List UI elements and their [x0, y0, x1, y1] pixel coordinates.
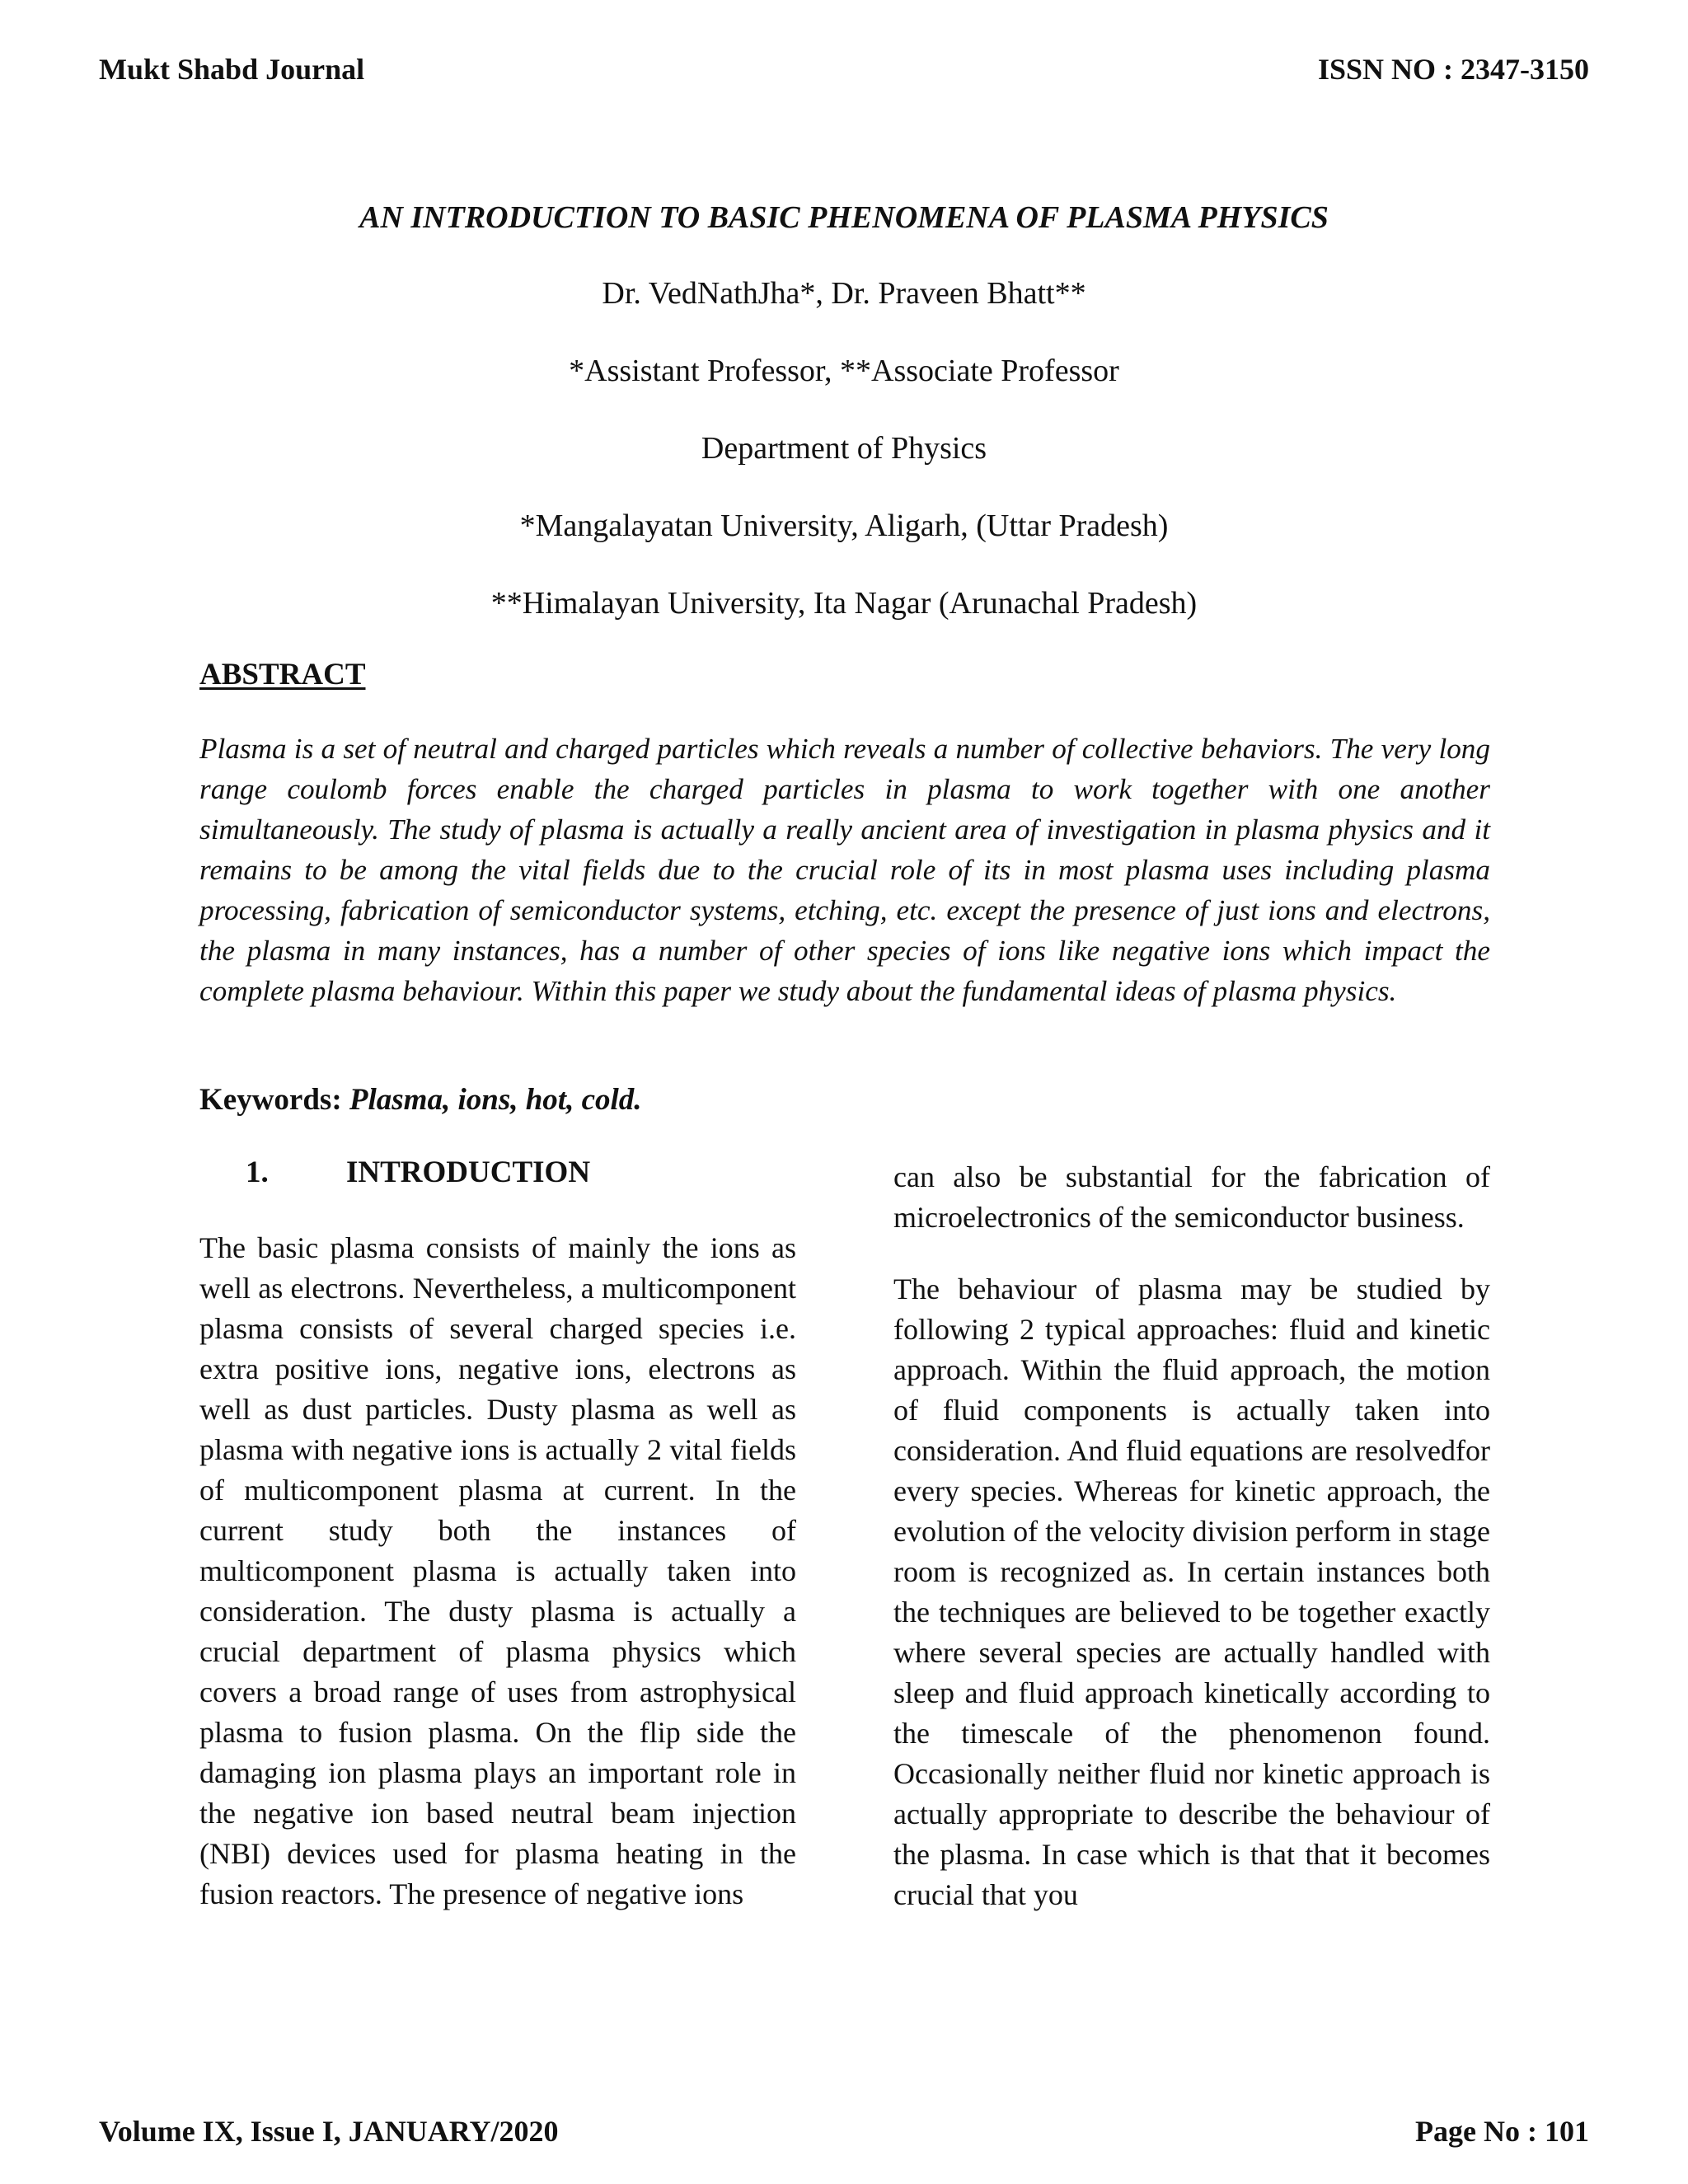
body-column-left: [199, 1228, 796, 1915]
intro-paragraph-2: The behaviour of plasma may be studied by following 2 typical approaches: fluid and kinetic approach. Within the fluid approach, the motion of fluid components is actually taken into consideration. And fluid equations are resolvedfor every species. Whereas for kinetic approach, the evolution of the velocity division perform in stage room is recognized as. In certain instances both the techniques are believed to be together exactly where several species are actually handled with sleep and fluid approach kinetically according to the timescale of the phenomenon found. Occasionally neither fluid nor kinetic approach is actually appropriate to describe the behaviour of the plasma. In case which is that that it becomes crucial that you: [893, 1272, 1490, 1911]
volume-issue: Volume IX, Issue I, JANUARY/2020: [99, 2115, 559, 2148]
abstract-body: [199, 729, 1490, 1011]
keywords-label: Keywords:: [199, 1083, 342, 1117]
affiliation-1: *Mangalayatan University, Aligarh, (Uttar Pradesh): [519, 509, 1169, 543]
affiliation-2: **Himalayan University, Ita Nagar (Arunachal Pradesh): [490, 586, 1198, 621]
section-number: 1.: [246, 1155, 269, 1189]
abstract-text: Plasma is a set of neutral and charged particles which reveals a number of collective behaviors. The very long range coulomb forces enable the charged particles in plasma to work together with one another simultaneously. The study of plasma is actually a really ancient area of investigation in plasma physics and it remains to be among the vital fields due to the crucial role of its in most plasma uses including plasma processing, fabrication of semiconductor systems, etching, etc. except the presence of just ions and electrons, the plasma in many instances, has a number of other species of ions like negative ions which impact the complete plasma behaviour. Within this paper we study about the fundamental ideas of plasma physics.: [199, 733, 1490, 1007]
issn-number: ISSN NO : 2347-3150: [1317, 53, 1589, 86]
keywords-values: Plasma, ions, hot, cold.: [349, 1083, 642, 1117]
department: Department of Physics: [701, 431, 987, 466]
page-number: Page No : 101: [1415, 2115, 1589, 2148]
intro-paragraph-1: The basic plasma consists of mainly the ions as well as electrons. Nevertheless, a multicomponent plasma consists of several charged species i.e. extra positive ions, negative ions, electrons as well as dust particles. Dusty plasma as well as plasma with negative ions is actually 2 vital fields of multicomponent plasma at current. In the current study both the instances of multicomponent plasma is actually taken into consideration. The dusty plasma is actually a crucial department of plasma physics which covers a broad range of uses from astrophysical plasma to fusion plasma. On the flip side the damaging ion plasma plays an important role in the negative ion based neutral beam injection (NBI) devices used for plasma heating in the fusion reactors. The presence of negative ions: [199, 1231, 796, 1910]
body-column-right-top: [893, 1157, 1490, 1238]
section-heading: [246, 1154, 590, 1192]
keywords: [199, 1081, 642, 1119]
paper-title: AN INTRODUCTION TO BASIC PHENOMENA OF PLASMA PHYSICS: [359, 200, 1329, 235]
body-column-right: [893, 1269, 1490, 1915]
intro-paragraph-1-continued: can also be substantial for the fabrication of microelectronics of the semiconductor business.: [893, 1160, 1490, 1234]
section-title: INTRODUCTION: [346, 1155, 591, 1189]
authors: Dr. VedNathJha*, Dr. Praveen Bhatt**: [602, 276, 1086, 311]
author-roles: *Assistant Professor, **Associate Professor: [569, 354, 1119, 388]
journal-name: Mukt Shabd Journal: [99, 53, 365, 86]
abstract-heading: ABSTRACT: [199, 658, 366, 691]
